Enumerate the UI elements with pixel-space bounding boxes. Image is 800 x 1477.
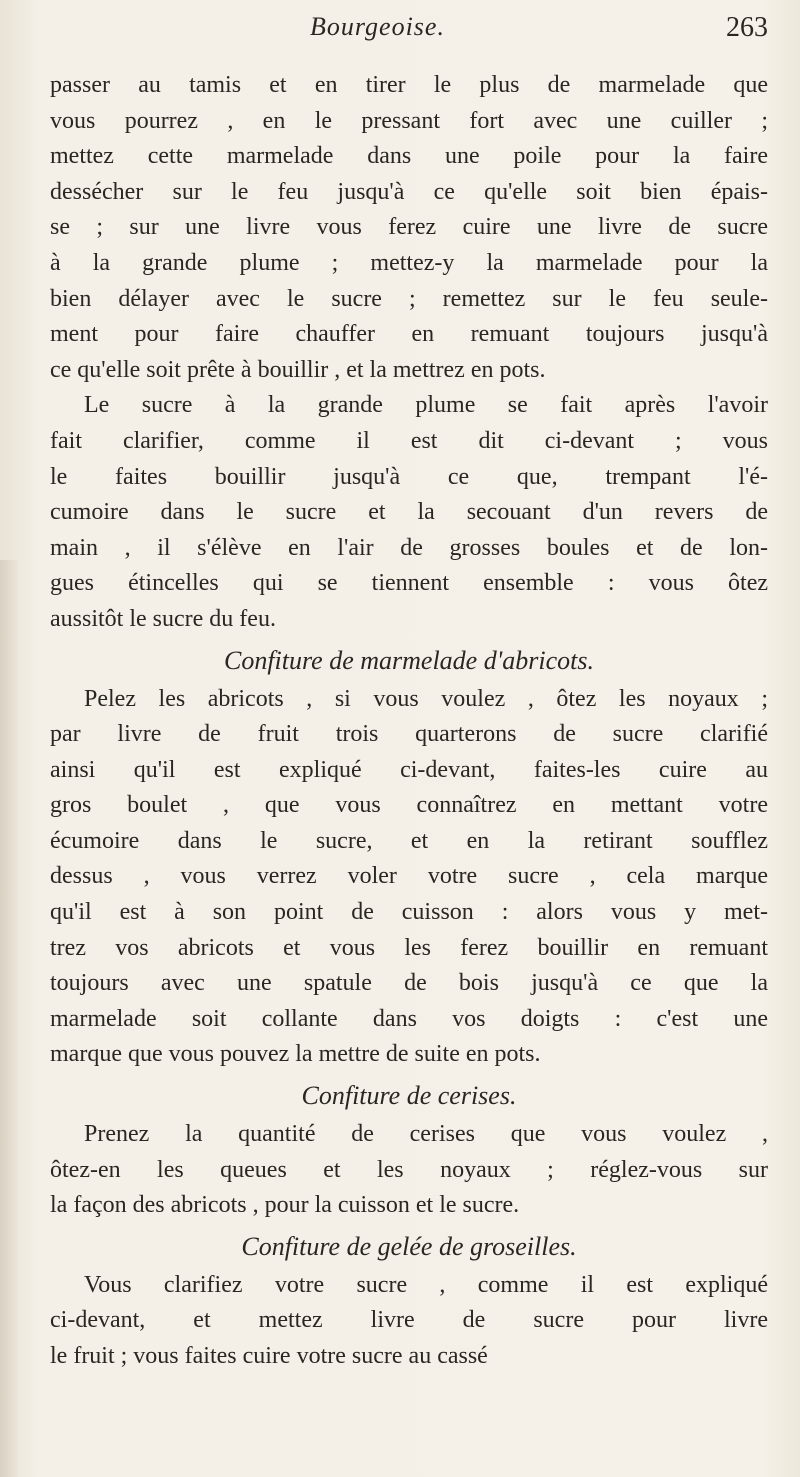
text-line: marque que vous pouvez la mettre de suite en pots. (50, 1041, 541, 1068)
paragraph-abricots (50, 682, 768, 1074)
running-title: Bourgeoise. (310, 12, 445, 41)
text-line: toujours avec une spatule de bois jusqu'à ce que la (50, 970, 768, 997)
paragraph-sucre-grande-plume (50, 388, 768, 637)
text-line: se ; sur une livre vous ferez cuire une livre de sucre (50, 214, 768, 241)
page-gutter-shadow (0, 560, 18, 1477)
paragraph-cerises (50, 1117, 768, 1224)
text-block (50, 68, 768, 1375)
text-line: fait clarifier, comme il est dit ci-devant ; vous (50, 427, 768, 454)
text-line: la façon des abricots , pour la cuisson et le sucre. (50, 1192, 520, 1219)
text-line: ci-devant, et mettez livre de sucre pour livre (50, 1307, 768, 1334)
section-heading-groseilles: Confiture de gelée de groseilles. (241, 1231, 577, 1261)
text-line: dessécher sur le feu jusqu'à ce qu'elle soit bien épais- (50, 178, 768, 205)
page-number: 263 (726, 12, 768, 43)
text-line: à la grande plume ; mettez-y la marmelade pour la (50, 249, 768, 276)
text-line: passer au tamis et en tirer le plus de marmelade que (50, 72, 768, 98)
text-line: gros boulet , que vous connaîtrez en mettant votre (50, 792, 768, 819)
page-header (0, 12, 800, 62)
text-line: qu'il est à son point de cuisson : alors vous y met- (50, 899, 768, 926)
text-line: écumoire dans le sucre, et en la retirant soufflez (50, 827, 768, 854)
text-line: le faites bouillir jusqu'à ce que, trempant l'é- (50, 463, 768, 490)
text-line: par livre de fruit trois quarterons de sucre clarifié (50, 721, 768, 748)
text-line: dessus , vous verrez voler votre sucre , cela marque (50, 863, 768, 890)
text-line: mettez cette marmelade dans une poile pour la faire (50, 143, 768, 170)
text-line: cumoire dans le sucre et la secouant d'un revers de (50, 499, 768, 526)
text-line: Vous clarifiez votre sucre , comme il est expliqué (84, 1271, 768, 1298)
text-line: vous pourrez , en le pressant fort avec une cuiller ; (50, 107, 768, 134)
text-line: Pelez les abricots , si vous voulez , ôtez les noyaux ; (84, 685, 768, 712)
paragraph-marmelade-continued (50, 68, 768, 388)
text-line: ce qu'elle soit prête à bouillir , et la mettrez en pots. (50, 356, 546, 383)
text-line: le fruit ; vous faites cuire votre sucre au cassé (50, 1343, 488, 1369)
paragraph-groseilles (50, 1268, 768, 1375)
section-heading-cerises: Confiture de cerises. (301, 1081, 517, 1111)
text-line: aussitôt le sucre du feu. (50, 605, 276, 632)
text-line: bien délayer avec le sucre ; remettez sur le feu seule- (50, 285, 768, 312)
text-line: main , il s'élève en l'air de grosses boules et de lon- (50, 534, 768, 561)
text-line: ment pour faire chauffer en remuant toujours jusqu'à (50, 321, 768, 348)
text-line: ainsi qu'il est expliqué ci-devant, faites-les cuire au (50, 756, 768, 783)
text-line: Le sucre à la grande plume se fait après l'avoir (84, 392, 768, 419)
section-heading-abricots: Confiture de marmelade d'abricots. (223, 645, 594, 675)
text-line: trez vos abricots et vous les ferez bouillir en remuant (50, 934, 768, 961)
text-line: Prenez la quantité de cerises que vous voulez , (84, 1121, 768, 1148)
text-line: gues étincelles qui se tiennent ensemble : vous ôtez (50, 570, 768, 597)
text-line: marmelade soit collante dans vos doigts : c'est une (50, 1005, 768, 1032)
text-line: ôtez-en les queues et les noyaux ; réglez-vous sur (50, 1156, 768, 1183)
